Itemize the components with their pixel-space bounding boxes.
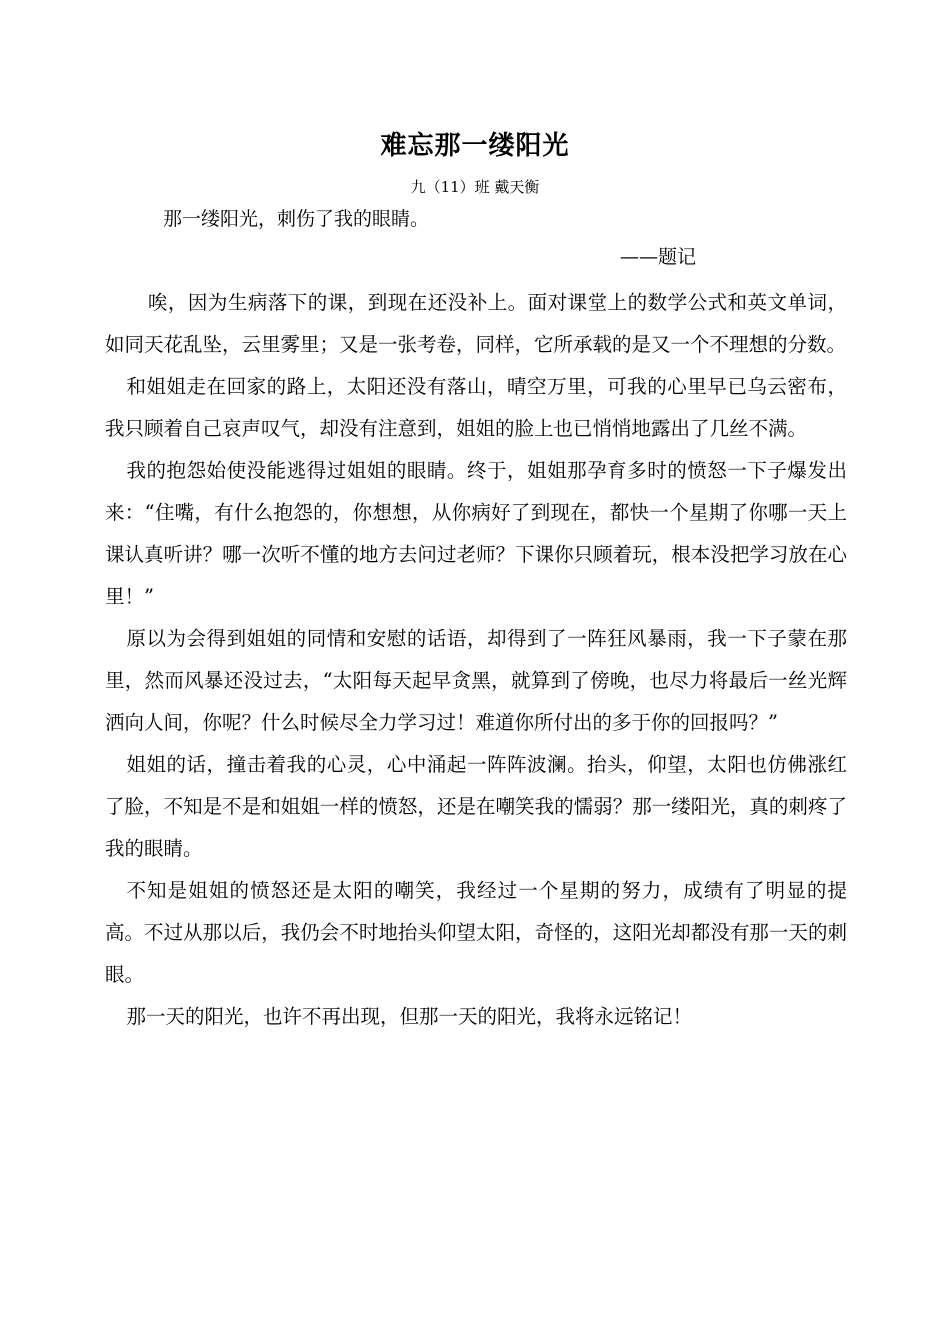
paragraph: 那一天的阳光，也许不再出现，但那一天的阳光，我将永远铭记！: [126, 1005, 692, 1028]
epigraph: 那一缕阳光，刺伤了我的眼睛。: [163, 208, 430, 230]
essay-body: [105, 282, 847, 1038]
paragraph: 我的抱怨始使没能逃得过姐姐的眼睛。终于，姐姐那孕育多时的愤怒一下子爆发出来：“住嘴，有什么抱怨的，你想想，从你病好了到现在，都快一个星期了你哪一天上课认真听讲？哪一次听不懂的地方去问过老师？下课你只顾着玩，根本没把学习放在心里！”: [105, 459, 847, 608]
paragraph: 姐姐的话，撞击着我的心灵，心中涌起一阵阵波澜。抬头，仰望，太阳也仿佛涨红了脸，不知是不是和姐姐一样的愤怒，还是在嘲笑我的懦弱？那一缕阳光，真的刺疼了我的眼睛。: [105, 753, 847, 860]
paragraph: 不知是姐姐的愤怒还是太阳的嘲笑，我经过一个星期的努力，成绩有了明显的提高。不过从那以后，我仍会不时地抬头仰望太阳，奇怪的，这阳光却都没有那一天的刺眼。: [105, 879, 847, 986]
author-byline: 九（11）班 戴天衡: [410, 178, 540, 196]
essay-title: 难忘那一缕阳光: [380, 131, 570, 161]
paragraph: 原以为会得到姐姐的同情和安慰的话语，却得到了一阵狂风暴雨，我一下子蒙在那里，然而风暴还没过去，“太阳每天起早贪黑，就算到了傍晚，也尽力将最后一丝光辉洒向人间，你呢？什么时候尽全力学习过！难道你所付出的多于你的回报吗？”: [105, 627, 847, 734]
epigraph-attribution: ——题记: [620, 246, 697, 268]
paragraph: 和姐姐走在回家的路上，太阳还没有落山，晴空万里，可我的心里早已乌云密布，我只顾着自己哀声叹气，却没有注意到，姐姐的脸上也已悄悄地露出了几丝不满。: [105, 375, 847, 440]
paragraph: 唉，因为生病落下的课，到现在还没补上。面对课堂上的数学公式和英文单词，如同天花乱坠，云里雾里；又是一张考卷，同样，它所承载的是又一个不理想的分数。: [105, 291, 847, 356]
